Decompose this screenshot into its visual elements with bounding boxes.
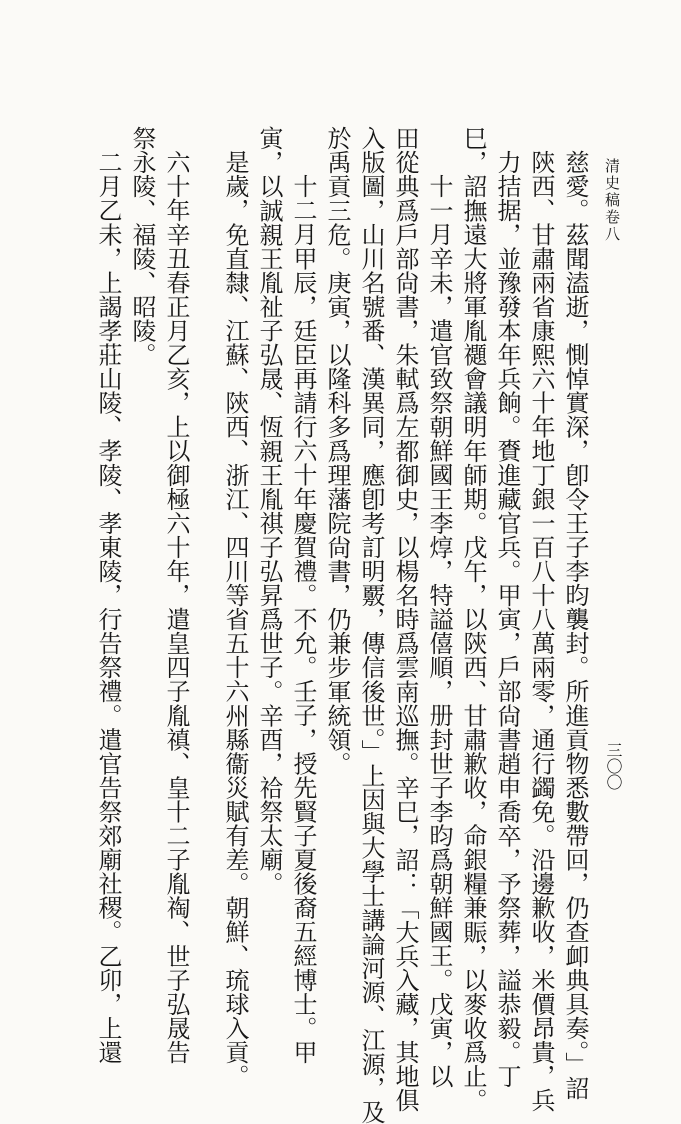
text-line-14: 二月乙未，上謁孝莊山陵、孝陵、孝東陵，行告祭禮。遣官告祭郊廟社稷。乙卯，上還 — [94, 150, 122, 1064]
text-line-10: 寅，以誠親王胤祉子弘晟、恆親王胤祺子弘昇爲世子。辛酉，祫祭太廟。 — [255, 126, 283, 896]
text-line-2: 陝西、甘肅兩省康熙六十年地丁銀一百八十八萬兩零，通行蠲免。沿邊歉收，米價昂貴，兵 — [527, 150, 555, 1112]
text-line-11: 是歲，免直隸、江蘇、陝西、浙江、四川等省五十六州縣衞災賦有差。朝鮮、琉球入貢。 — [221, 150, 249, 1088]
text-line-12: 六十年辛丑春正月乙亥，上以御極六十年，遣皇四子胤禛、皇十二子胤祹、世子弘晟告 — [162, 150, 190, 1064]
text-line-6: 田從典爲戶部尙書，朱軾爲左都御史，以楊名時爲雲南巡撫。辛巳，詔：「大兵入藏，其地俱 — [391, 126, 419, 1113]
text-line-13: 祭永陵、福陵、昭陵。 — [128, 126, 156, 367]
page-number: 三〇〇 — [604, 742, 623, 790]
text-line-1: 慈愛。茲聞溘逝，惻悼實深，卽令王子李昀襲封。所進貢物悉數帶回，仍查卹典具奏。」詔 — [561, 150, 589, 1100]
book-title: 清史稿卷八 — [603, 158, 621, 243]
text-line-9: 十二月甲辰，廷臣再請行六十年慶賀禮。不允。壬子，授先賢子夏後裔五經博士。甲 — [289, 174, 317, 1064]
text-line-4: 巳，詔撫遠大將軍胤禵會議明年師期。戊午，以陝西、甘肅歉收，命銀糧兼賑，以麥收爲止。 — [459, 126, 487, 1113]
text-line-3: 力拮据，並豫發本年兵餉。賚進藏官兵。甲寅，戶部尙書趙申喬卒，予祭葬，謚恭毅。丁 — [493, 150, 521, 1088]
text-line-7: 入版圖，山川名號番、漢異同，應卽考訂明覈，傳信後世。」上因與大學士講論河源、江源，及 — [357, 126, 385, 1124]
text-line-5: 十一月辛未，遣官致祭朝鮮國王李焞，特謚僖順，册封世子李昀爲朝鮮國王。戊寅，以 — [425, 174, 453, 1088]
text-line-8: 於禹貢三危。庚寅，以隆科多爲理藩院尙書，仍兼步軍統領。 — [323, 126, 351, 776]
